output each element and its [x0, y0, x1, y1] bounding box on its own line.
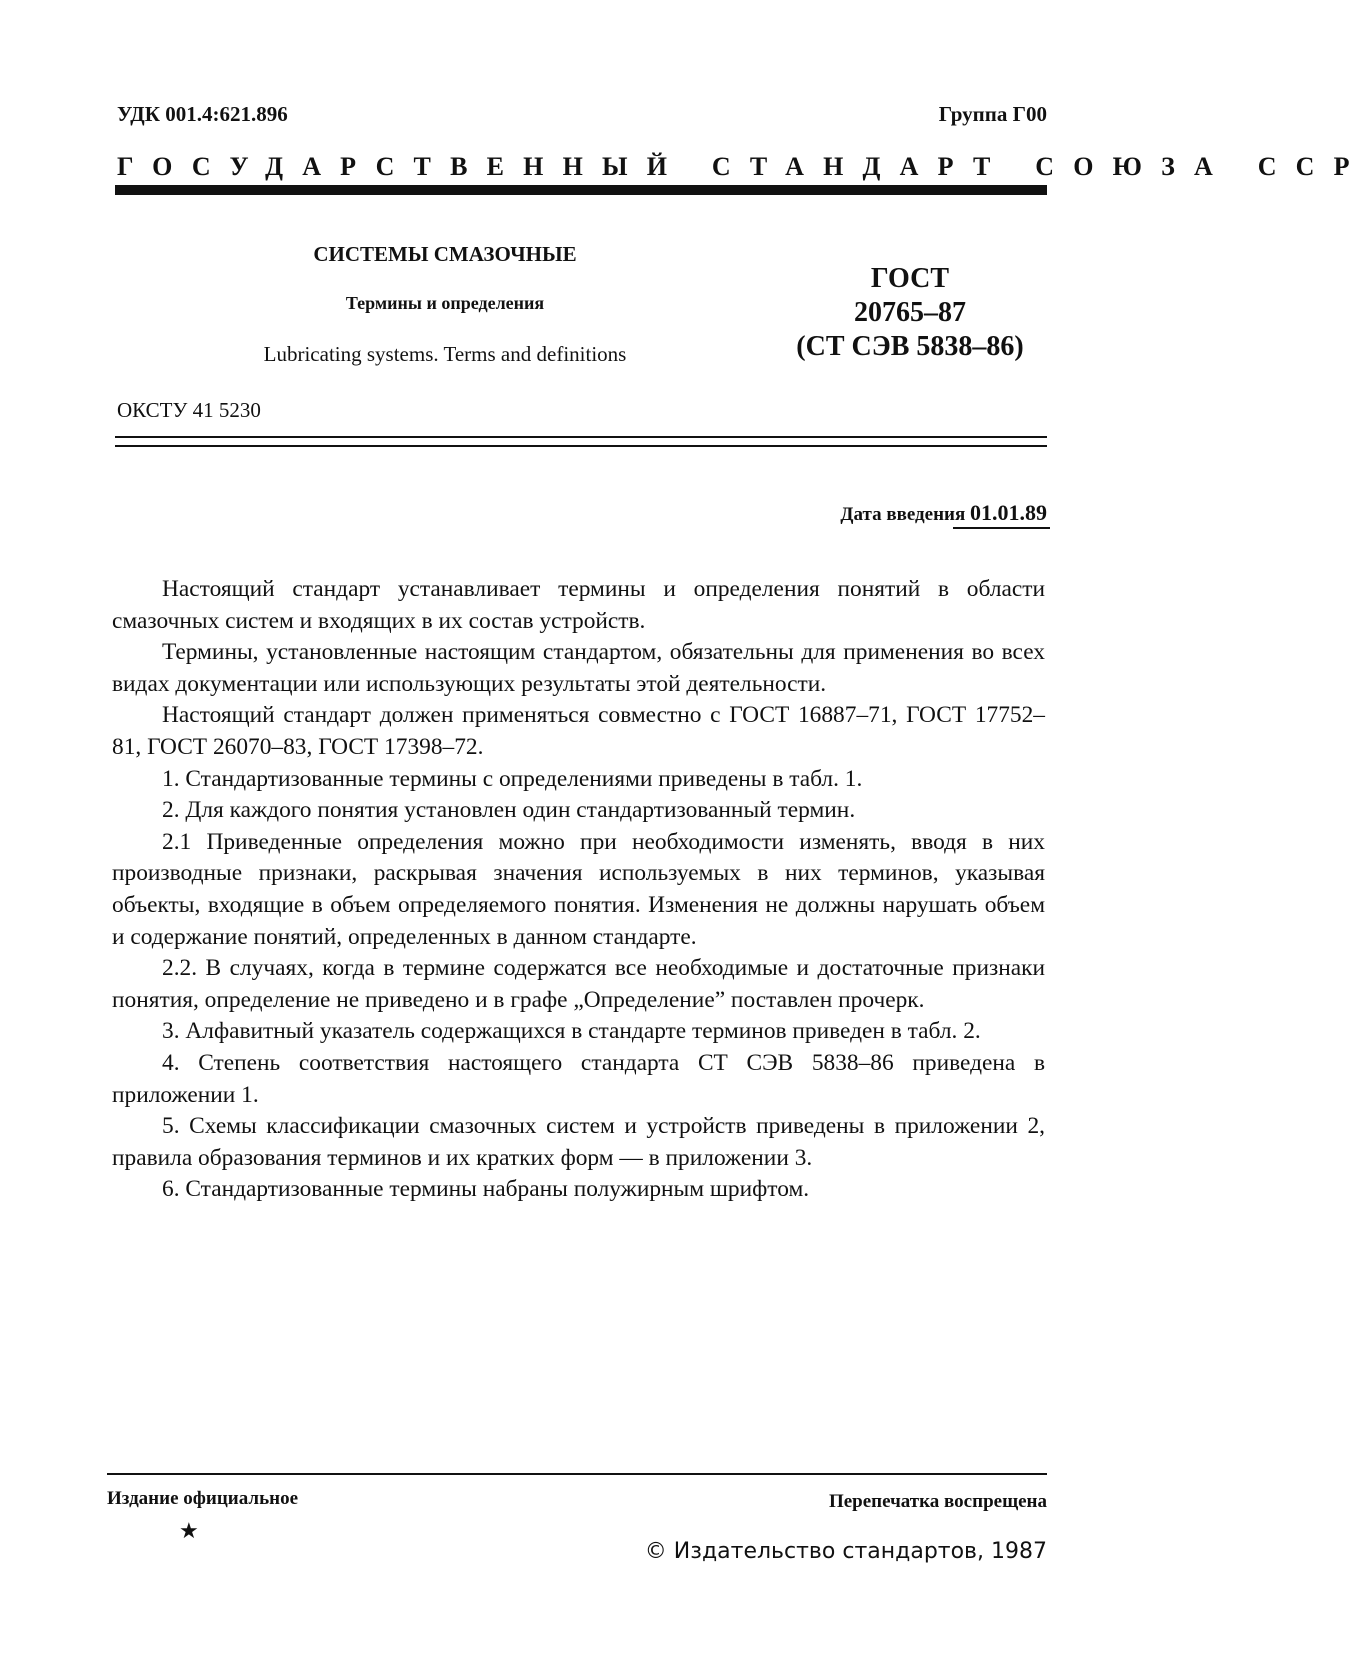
cmea-standard: (СТ СЭВ 5838–86): [796, 331, 1024, 362]
official-edition-note: Издание официальное: [107, 1488, 299, 1509]
header-rule: [115, 185, 1047, 195]
body-paragraph: 3. Алфавитный указатель содержащихся в стандарте терминов приведен в табл. 2.: [162, 1018, 981, 1045]
star-icon: ★: [179, 1519, 199, 1544]
reprint-prohibited-note: Перепечатка воспрещена: [828, 1491, 1047, 1512]
introduction-date-underline: [953, 527, 1050, 529]
introduction-date-value: 01.01.89: [970, 500, 1047, 525]
gost-label: ГОСТ: [870, 263, 950, 294]
title-block-rule-bottom: [115, 445, 1047, 447]
title-block-rule-top: [115, 436, 1047, 438]
gost-designation: [780, 262, 1040, 364]
body-paragraph: 5. Схемы классификации смазочных систем и устройств приведены в приложении 2, правила образования терминов и их кратких форм — в приложении 3.: [112, 1113, 1045, 1171]
footer-rule: [107, 1473, 1047, 1475]
introduction-date-label: Дата введения: [840, 504, 966, 525]
gost-number: 20765–87: [854, 297, 966, 328]
body-paragraph: 2.1 Приведенные определения можно при необходимости изменять, вводя в них производные признаки, раскрывая значения используемых в них терминов, указывая объекты, входящие в объем определяемого понятия. Изменения не должны нарушать объем и содержание понятий, определенных в данном стандарте.: [112, 828, 1045, 950]
state-standard-heading: ГОСУДАРСТВЕННЫЙ СТАНДАРТ СОЮЗА ССР: [117, 152, 1369, 181]
body-paragraph: 2. Для каждого понятия установлен один стандартизованный термин.: [162, 797, 856, 824]
copyright-notice: © Издательство стандартов, 1987: [644, 1539, 1047, 1564]
document-body: [112, 574, 1045, 1206]
okstu-code: ОКСТУ 41 5230: [117, 398, 261, 422]
body-paragraph: 1. Стандартизованные термины с определениями приведены в табл. 1.: [162, 765, 863, 792]
group-code: Группа Г00: [938, 102, 1047, 126]
body-paragraph: Настоящий стандарт устанавливает термины и определения понятий в области смазочных систем и входящих в их состав устройств.: [112, 576, 1045, 634]
body-paragraph: 6. Стандартизованные термины набраны полужирным шрифтом.: [162, 1176, 810, 1203]
english-title: Lubricating systems. Terms and definitions: [263, 342, 627, 366]
document-subtitle: Термины и определения: [345, 293, 545, 313]
body-paragraph: Термины, установленные настоящим стандартом, обязательны для применения во всех видах документации или использующих результаты этой деятельности.: [112, 639, 1045, 697]
body-paragraph: Настоящий стандарт должен применяться совместно с ГОСТ 16887–71, ГОСТ 17752–81, ГОСТ 26070–83, ГОСТ 17398–72.: [112, 702, 1045, 760]
udk-code: УДК 001.4:621.896: [117, 102, 288, 126]
body-paragraph: 2.2. В случаях, когда в термине содержатся все необходимые и достаточные признаки понятия, определение не приведено и в графе „Определение” поставлен прочерк.: [112, 955, 1045, 1013]
introduction-date: [840, 500, 1047, 526]
document-title: СИСТЕМЫ СМАЗОЧНЫЕ: [313, 242, 577, 266]
body-paragraph: 4. Степень соответствия настоящего стандарта СТ СЭВ 5838–86 приведена в приложении 1.: [112, 1049, 1045, 1108]
